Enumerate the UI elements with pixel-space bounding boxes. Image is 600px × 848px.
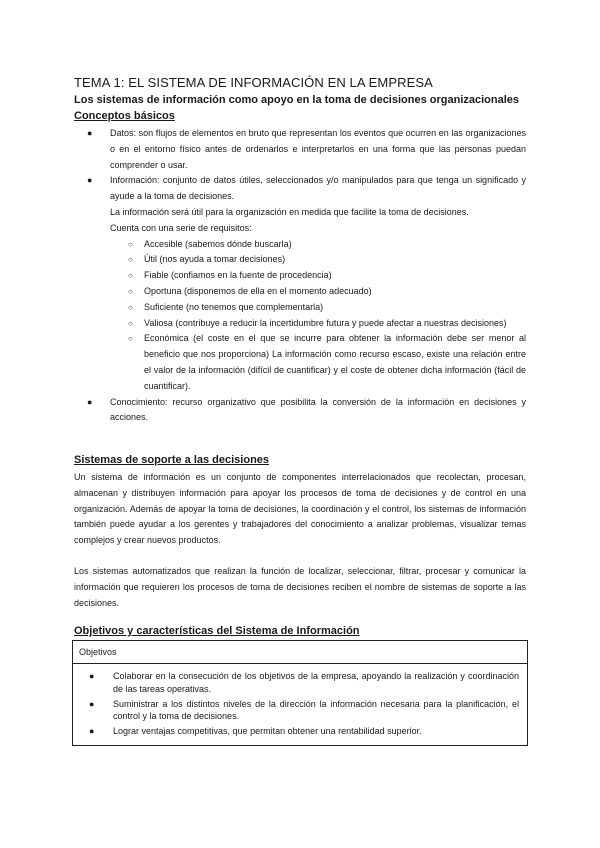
requisito-text: Accesible (sabemos dónde buscarla) xyxy=(144,238,292,249)
list-item xyxy=(110,284,526,300)
conceptos-list xyxy=(74,126,526,426)
list-item xyxy=(110,268,526,284)
conocimiento-text: Conocimiento: recurso organizativo que posibilita la conversión de la información en decisiones y acciones. xyxy=(110,396,526,423)
page-title: TEMA 1: EL SISTEMA DE INFORMACIÓN EN LA EMPRESA xyxy=(74,75,433,90)
soporte-paragraph-1: Un sistema de información es un conjunto de componentes interrelacionados que recolectan, procesan, almacenan y distribuyen información para apoyar los procesos de toma de decisiones y de control en una organización. Además de apoyar la toma de decisiones, la coordinación y el control, los sistemas de información también puede ayudar a los gerentes y trabajadores del conocimiento a analizar problemas, visualizar temas complejos y crear nuevos productos. xyxy=(74,472,526,546)
informacion-util-text: La información será útil para la organización en medida que facilite la toma de decisiones. xyxy=(110,206,469,217)
list-item xyxy=(73,725,527,738)
bullet-icon: ● xyxy=(87,396,93,407)
list-item xyxy=(110,331,526,394)
objetivo-text: Lograr ventajas competitivas, que permitan obtener una rentabilidad superior. xyxy=(113,726,422,736)
list-item-informacion xyxy=(74,173,526,394)
circle-bullet-icon: ○ xyxy=(128,286,133,296)
bullet-icon: ● xyxy=(89,726,95,736)
objetivos-table xyxy=(72,640,528,746)
circle-bullet-icon: ○ xyxy=(128,334,133,344)
bullet-icon: ● xyxy=(87,128,93,138)
requisito-text: Suficiente (no tenemos que complementarla) xyxy=(144,301,324,312)
requisitos-intro: Cuenta con una serie de requisitos: xyxy=(110,222,252,233)
section-heading-soporte: Sistemas de soporte a las decisiones xyxy=(74,454,270,466)
informacion-text: Información: conjunto de datos útiles, seleccionados y/o manipulados para que tenga un significado y ayude a la toma de decisiones. xyxy=(110,175,526,202)
requisito-text: Oportuna (disponemos de ella en el momento adecuado) xyxy=(144,285,372,296)
list-item-conocimiento xyxy=(74,395,526,427)
list-item xyxy=(110,252,526,268)
circle-bullet-icon: ○ xyxy=(128,271,133,281)
bullet-icon: ● xyxy=(87,175,93,186)
list-item xyxy=(73,670,527,695)
soporte-paragraph-2: Los sistemas automatizados que realizan la función de localizar, seleccionar, filtrar, procesar y comunicar la información que requieren los procesos de toma de decisiones reciben el nombre de sistemas de soporte a las decisiones. xyxy=(74,566,526,608)
objetivo-text: Colaborar en la consecución de los objetivos de la empresa, apoyando la realización y coordinación de las tareas operativas. xyxy=(113,671,519,694)
section-heading-objetivos: Objetivos y características del Sistema de Información xyxy=(74,625,360,637)
circle-bullet-icon: ○ xyxy=(128,302,133,312)
objetivo-text: Suministrar a los distintos niveles de la dirección la información necesaria para la planificación, el control y la toma de decisiones. xyxy=(113,698,519,721)
circle-bullet-icon: ○ xyxy=(128,318,133,328)
objetivos-table-header: Objetivos xyxy=(73,641,527,664)
list-item xyxy=(110,316,526,332)
requisito-text: Útil (nos ayuda a tomar decisiones) xyxy=(144,254,286,265)
section-heading-conceptos: Conceptos básicos xyxy=(74,110,175,122)
requisito-text: Fiable (confiamos en la fuente de procedencia) xyxy=(144,270,332,281)
circle-bullet-icon: ○ xyxy=(128,255,133,265)
bullet-icon: ● xyxy=(89,671,95,681)
bullet-icon: ● xyxy=(89,698,95,709)
datos-text: Datos: son flujos de elementos en bruto que representan los eventos que ocurren en las organizaciones o en el entorno físico antes de ordenarlos e interpretarlos en una forma que las personas puedan comprender o usar. xyxy=(110,128,526,170)
list-item-datos xyxy=(74,126,526,173)
requisito-text: Valiosa (contribuye a reducir la incertidumbre futura y puede afectar a nuestras decisiones) xyxy=(144,317,507,328)
requisito-text: Económica (el coste en el que se incurre para obtener la información debe ser menor al beneficio que nos proporciona) La información como recurso escaso, existe una relación entre el valor de la información (difícil de cuantificar) y el coste de obtener dicha información (fácil de cuantificar). xyxy=(144,333,526,391)
requisitos-list xyxy=(110,237,526,395)
list-item xyxy=(73,698,527,723)
list-item xyxy=(110,237,526,253)
objetivos-list xyxy=(73,664,527,738)
page-subtitle: Los sistemas de información como apoyo en la toma de decisiones organizacionales xyxy=(74,94,520,106)
list-item xyxy=(110,300,526,316)
circle-bullet-icon: ○ xyxy=(128,239,133,249)
